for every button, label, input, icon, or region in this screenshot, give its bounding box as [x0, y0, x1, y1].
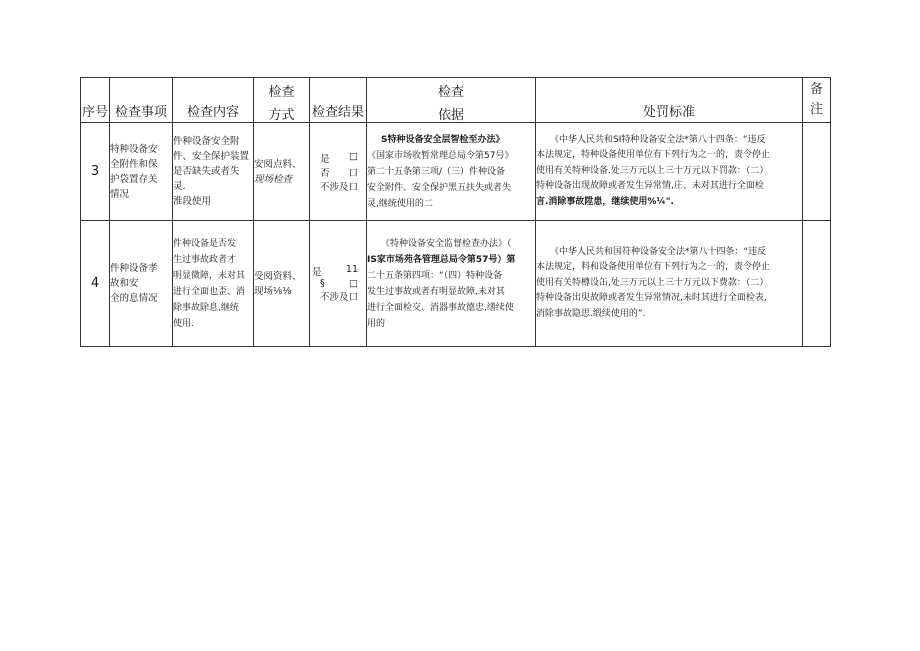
inspection-table [80, 77, 831, 347]
result-option-no[interactable]: 否 口 [310, 165, 366, 179]
row-remark [803, 221, 831, 347]
result-option-yes[interactable]: 是 □ [320, 150, 358, 165]
row-content: 件种设备安全附 件、安全保护装置 是否缺失或者失 灵. 淮段使用 [173, 123, 254, 221]
header-content: 检查内容 [173, 78, 254, 123]
checkbox-icon[interactable]: □ [349, 150, 358, 162]
header-basis-line1: 检查 [437, 85, 464, 100]
row-result [310, 123, 367, 221]
checkbox-icon[interactable]: □ [349, 278, 358, 289]
row-method: 受阅资料、 现场⅛⅛ [254, 221, 310, 347]
row-seq: 4 [81, 221, 110, 347]
header-item: 检查事项 [110, 78, 173, 123]
row-result [310, 221, 367, 347]
table-row [81, 221, 831, 347]
header-seq: 序号 [81, 78, 110, 123]
result-option-yes[interactable]: 是 11 [312, 264, 358, 278]
result-option-na[interactable]: 不涉及口 [320, 181, 359, 193]
row-penalty: 《中华人民共和国符种设备安全法*第八十四条：“违反 本法规定，料和设备使用单位有下列行为之一的，责令停止 使用有关特樽设缶,处三万元以上三十万元以下费款：（二） 特种设备出臾故障或者发生异常情况,未时其进行全面检表, 消除事故隐思.缎续使用的”. [536, 221, 803, 347]
row-penalty: 《中华人民共和SI特种设备安全法*第八十四条：“违反 本法规定，特种设备使用单位有下列行为之一的，责令停止 使用有关特种设备.处三万元以上三十万元以下罚款：（二） 特种设备出现故障或者发生异常情,庄、未对其进行全面检 言.消除事故陞患，继续使用%¼". [536, 123, 803, 221]
header-row [81, 78, 831, 123]
header-method [254, 78, 310, 123]
header-remark-line2: 注 [809, 102, 823, 117]
header-method-line1: 检查 [268, 85, 295, 100]
row-remark [803, 123, 831, 221]
row-basis: 《特种设备安全监督检查办法》（ IS家市场苑各管理总局令第57号）第 二十五条第四项：“（四）特种设备 发生过事故或者有明显故障,未对其 进行全面检交、消器事故德忠,缮续使 用的 [367, 221, 536, 347]
result-option-na[interactable]: 不涉及口 [320, 292, 359, 303]
header-basis-line2: 依据 [437, 108, 464, 122]
row-item: 特种设备安 全附件和保 护袋置存关 情况 [110, 123, 173, 221]
table-row [81, 123, 831, 221]
header-result: 检查结果 [310, 78, 367, 123]
header-method-line2: 方式 [268, 108, 295, 122]
header-penalty: 处罚标准 [536, 78, 803, 123]
row-content: 件种设备是否发 生过事故政者才 明显微障，未对其 进行全面也歪、消 除事故除息,继统 使用. [173, 221, 254, 347]
checkbox-icon[interactable]: 口 [348, 167, 358, 179]
header-remark [803, 78, 831, 123]
row-item: 件种设备孝 故和安 全的息情况 [110, 221, 173, 347]
row-basis: S特种设备安全层智检至办法》 《国家市场收暂常理总局令第57号》 第二十五条第三项/（三）件种设备 安全附件、安全保护黑五扶失或者失 灵,继统使用的二 [367, 123, 536, 221]
header-remark-line1: 备 [809, 82, 823, 97]
row-method: 安阅点料、 现场检查 [254, 123, 310, 221]
row-seq: 3 [81, 123, 110, 221]
header-basis [367, 78, 536, 123]
result-option-no[interactable]: § □ [320, 278, 358, 289]
